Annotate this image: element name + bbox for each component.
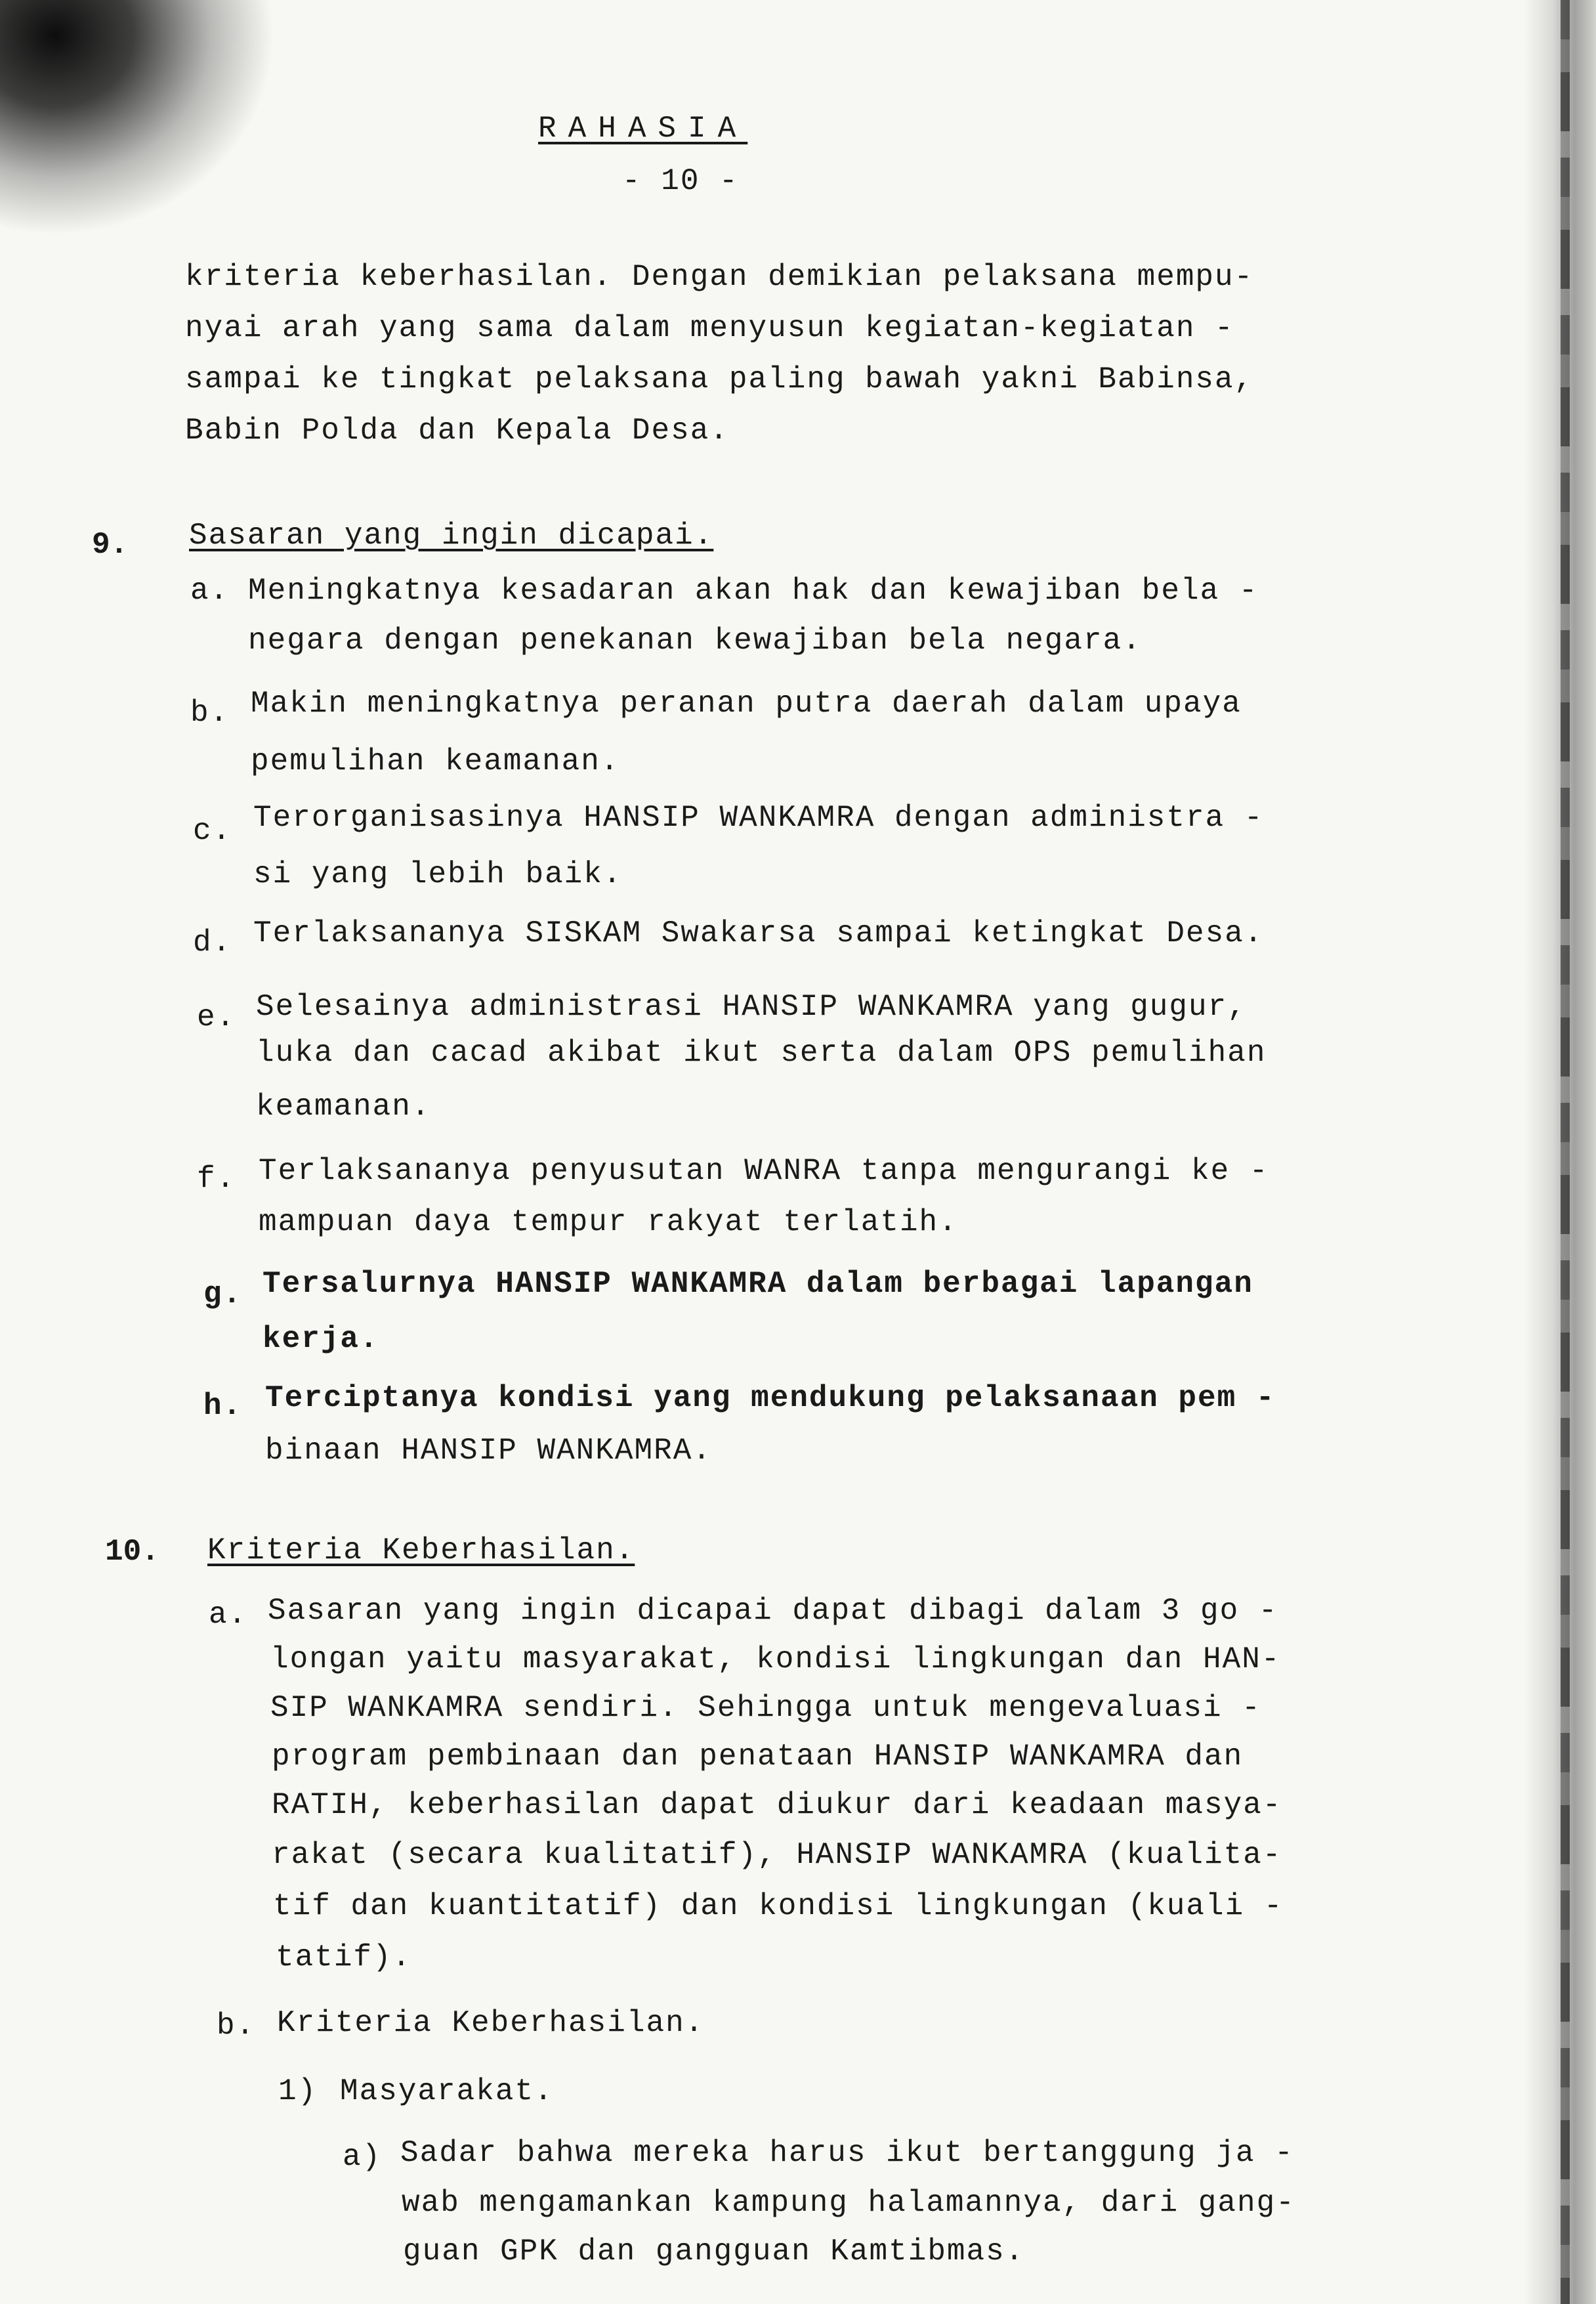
item-9e-line-1: Selesainya administrasi HANSIP WANKAMRA yang gugur, (256, 990, 1247, 1024)
item-9c-line-1: Terorganisasinya HANSIP WANKAMRA dengan administra - (253, 801, 1264, 835)
scan-edge-shadow (1524, 0, 1596, 2304)
item-9f-line-2: mampuan daya tempur rakyat terlatih. (259, 1205, 958, 1239)
item-10a-line-3: SIP WANKAMRA sendiri. Sehingga untuk mengevaluasi - (270, 1691, 1261, 1725)
item-9c-letter: c. (193, 814, 232, 848)
page-number: - 10 - (622, 164, 739, 198)
item-9d-line-1: Terlaksananya SISKAM Swakarsa sampai ketingkat Desa. (253, 916, 1264, 950)
item-10b-letter: b. (217, 2009, 256, 2043)
item-9e-letter: e. (197, 1000, 236, 1035)
sub-1a-line-2: wab mengamankan kampung halamannya, dari gang- (402, 2186, 1295, 2220)
item-10b-title: Kriteria Keberhasilan. (277, 2006, 705, 2040)
sub-1-label: 1) (278, 2074, 318, 2108)
item-9e-line-2: luka dan cacad akibat ikut serta dalam OPS pemulihan (256, 1036, 1267, 1070)
section-9-title: Sasaran yang ingin dicapai. (189, 519, 714, 553)
item-9f-line-1: Terlaksananya penyusutan WANRA tanpa mengurangi ke - (259, 1154, 1269, 1188)
item-9a-line-1: Meningkatnya kesadaran akan hak dan kewajiban bela - (248, 574, 1259, 608)
intro-line-3: sampai ke tingkat pelaksana paling bawah yakni Babinsa, (185, 362, 1254, 396)
intro-line-4: Babin Polda dan Kepala Desa. (185, 414, 729, 448)
item-9g-line-2: kerja. (262, 1322, 379, 1356)
item-10a-line-1: Sasaran yang ingin dicapai dapat dibagi dalam 3 go - (268, 1594, 1278, 1628)
section-10-title: Kriteria Keberhasilan. (207, 1533, 635, 1568)
intro-line-2: nyai arah yang sama dalam menyusun kegiatan-kegiatan - (185, 311, 1234, 345)
scan-smudge (0, 0, 276, 236)
intro-line-1: kriteria keberhasilan. Dengan demikian pelaksana mempu- (185, 260, 1254, 294)
item-9a-line-2: negara dengan penekanan kewajiban bela negara. (248, 624, 1142, 658)
item-9h-line-1: Terciptanya kondisi yang mendukung pelaksanaan pem - (265, 1381, 1276, 1415)
classification-header: RAHASIA (538, 112, 748, 146)
item-10a-line-8: tatif). (276, 1940, 412, 1974)
section-10-number: 10. (105, 1535, 159, 1569)
item-9e-line-3: keamanan. (256, 1090, 431, 1124)
item-9h-line-2: binaan HANSIP WANKAMRA. (265, 1434, 712, 1468)
sub-1a-label: a) (343, 2140, 382, 2174)
item-9d-letter: d. (193, 926, 232, 960)
item-9a-letter: a. (190, 574, 230, 608)
scan-edge-line (1561, 0, 1570, 2304)
item-9b-line-1: Makin meningkatnya peranan putra daerah dalam upaya (251, 687, 1242, 721)
item-10a-line-2: longan yaitu masyarakat, kondisi lingkungan dan HAN- (270, 1642, 1281, 1676)
item-10a-line-6: rakat (secara kualitatif), HANSIP WANKAMRA (kualita- (272, 1838, 1282, 1872)
item-10a-line-5: RATIH, keberhasilan dapat diukur dari keadaan masya- (272, 1788, 1282, 1822)
sub-1a-line-1: Sadar bahwa mereka harus ikut bertanggung ja - (400, 2136, 1294, 2170)
item-9f-letter: f. (197, 1162, 236, 1196)
item-9h-letter: h. (203, 1389, 243, 1423)
sub-1-title: Masyarakat. (340, 2074, 554, 2108)
item-9b-line-2: pemulihan keamanan. (251, 744, 620, 779)
item-10a-line-7: tif dan kuantitatif) dan kondisi lingkungan (kuali - (273, 1889, 1284, 1923)
item-9b-letter: b. (190, 696, 230, 730)
sub-1a-line-3: guan GPK dan gangguan Kamtibmas. (403, 2234, 1025, 2269)
item-9g-line-1: Tersalurnya HANSIP WANKAMRA dalam berbagai lapangan (262, 1267, 1253, 1301)
item-10a-line-4: program pembinaan dan penataan HANSIP WANKAMRA dan (272, 1739, 1244, 1774)
section-9-number: 9. (92, 528, 129, 562)
item-9g-letter: g. (203, 1277, 243, 1312)
item-10a-letter: a. (209, 1598, 248, 1632)
item-9c-line-2: si yang lebih baik. (253, 857, 623, 891)
